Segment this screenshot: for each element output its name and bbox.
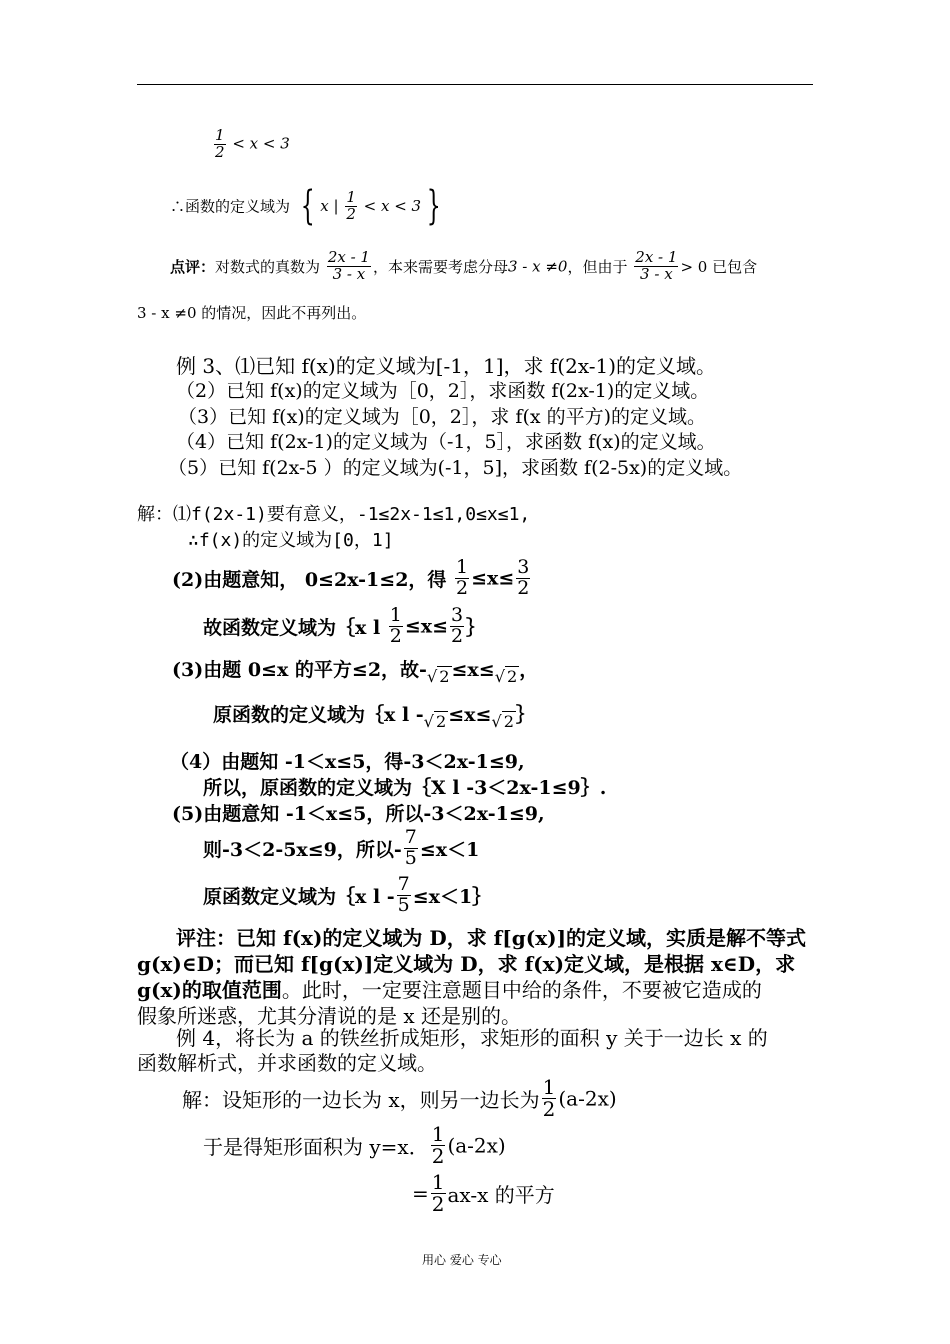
solution3-s5b (203, 828, 479, 869)
example4-s1 (182, 1077, 617, 1120)
left-brace: { (300, 183, 315, 229)
note-line1: 评注：已知 f(x)的定义域为 D，求 f[g(x)]的定义域，实质是解不等式 (176, 926, 807, 950)
s5r-text-a: 原函数定义域为｛x l - (203, 885, 395, 908)
frac-den: 3 - x (332, 264, 366, 283)
frac-num: 2x - 1 (327, 248, 370, 266)
frac-den: 2 (517, 576, 530, 599)
ineq-text: < x < 3 (363, 197, 422, 215)
frac-num: 1 (456, 556, 469, 578)
solution3-s4: （4）由题知 -1＜x≤5，得-3＜2x-1≤9, (170, 751, 525, 773)
header-rule (137, 84, 813, 85)
s2-text-b: ≤x≤ (471, 567, 515, 590)
sqrt-symbol: √ 2 (491, 712, 514, 731)
frac-den: 2 (451, 624, 464, 647)
sqrt-radicand: 2 (503, 712, 514, 731)
comment-text-d: ，但由于 (567, 257, 628, 276)
frac-num: 1 (542, 1075, 556, 1099)
frac-num: 7 (404, 826, 417, 848)
sqrt-radicand: 2 (435, 712, 447, 731)
frac-den: 2 (431, 1144, 445, 1168)
example3-q4: （4）已知 f(2x-1)的定义域为（-1，5］，求函数 f(x)的定义域。 (176, 431, 716, 453)
right-brace: } (426, 183, 441, 229)
s5b-text-a: 则-3＜2-5x≤9，所以- (203, 838, 402, 861)
frac-den: 2 (215, 142, 225, 161)
ineq-text: < x < 3 (232, 134, 290, 153)
solution3-s5-result (203, 875, 491, 916)
s2-text-a: 于是得矩形面积为 y=x． (203, 1135, 429, 1159)
comment-text-c: 3 - x ≠0 (507, 257, 568, 276)
s2r-text-b: ≤x≤ (404, 615, 449, 638)
comment-text-b: ，本来需要考虑分母 (372, 257, 508, 276)
s2r-text-c: ｝ (466, 616, 486, 639)
note-line4: 假象所迷惑，尤其分清说的是 x 还是别的。 (137, 1004, 521, 1028)
sqrt-radicand: 2 (439, 667, 450, 686)
comment-text-a: 对数式的真数为 (215, 257, 321, 276)
example3-q5: （5）已知 f(2x-5 ）的定义域为(-1，5]，求函数 f(2-5x)的定义域。 (168, 457, 743, 479)
s5b-text-b: ≤x＜1 (419, 838, 480, 861)
frac-den: 5 (397, 893, 410, 916)
s2-text-b: (a-2x) (447, 1133, 506, 1158)
solution3-s1: 解：⑴f(2x-1)要有意义，-1≤2x-1≤1,0≤x≤1, (137, 504, 531, 525)
frac-den: 2 (542, 1097, 556, 1121)
sqrt-symbol: √ 2 (423, 712, 447, 731)
s2-text-a: (2)由题意知， 0≤2x-1≤2，得 (172, 568, 454, 591)
s3-text-b: ≤x≤ (451, 659, 495, 681)
s3-text-a: = (412, 1181, 429, 1206)
frac-den: 3 - x (640, 264, 673, 283)
frac-num: 3 (451, 604, 464, 626)
frac-num: 1 (389, 604, 402, 626)
frac-num: 3 (517, 556, 530, 578)
page-footer: 用心 爱心 专心 (422, 1253, 502, 1267)
domain-prefix: ∴函数的定义域为 (170, 197, 291, 216)
frac-den: 5 (404, 846, 417, 869)
solution3-s2-result (203, 606, 485, 647)
s2r-text-a: 故函数定义域为｛x l (203, 616, 387, 639)
comment-label: 点评： (170, 257, 216, 276)
frac-den: 2 (346, 204, 356, 223)
s3r-text-c: ｝ (516, 704, 536, 726)
s5r-text-b: ≤x＜1｝ (412, 885, 492, 908)
s1-text-b: (a-2x) (558, 1086, 617, 1111)
s3r-text-a: 原函数的定义域为｛x l - (213, 704, 424, 726)
frac-num: 7 (397, 873, 410, 895)
sqrt-symbol: √ 2 (494, 667, 518, 686)
frac-num: 1 (346, 187, 356, 206)
example4-q1: 例 4，将长为 a 的铁丝折成矩形，求矩形的面积 y 关于一边长 x 的 (176, 1026, 768, 1050)
s1-text-a: 解：设矩形的一边长为 x，则另一边长为 (182, 1088, 540, 1112)
s3-text-b: ax-x 的平方 (447, 1183, 555, 1207)
note-line3-bold: g(x)的取值范围 (137, 978, 282, 1002)
example3-q3: （3）已知 f(x)的定义域为［0，2］，求 f(x 的平方)的定义域。 (178, 406, 707, 428)
note-line3-rest: 。此时，一定要注意题目中给的条件，不要被它造成的 (281, 978, 762, 1002)
frac-den: 2 (431, 1192, 445, 1216)
frac-num: 1 (431, 1170, 445, 1194)
comment-line2: 3 - x ≠0 的情况，因此不再列出。 (137, 304, 367, 322)
solution3-s4b: 所以，原函数的定义域为｛X l -3＜2x-1≤9｝. (203, 777, 607, 799)
s3-text-a: (3)由题 0≤x 的平方≤2，故- (172, 659, 427, 681)
top-line1 (212, 128, 290, 161)
example4-q2: 函数解析式，并求函数的定义域。 (137, 1051, 437, 1075)
frac-num: 1 (215, 126, 225, 144)
comment-text-e: > 0 已包含 (680, 257, 758, 276)
solution3-s2 (172, 558, 532, 599)
s3r-text-b: ≤x≤ (448, 704, 492, 726)
frac-den: 2 (456, 576, 469, 599)
example3-q1: 例 3、⑴已知 f(x)的定义域为[-1，1]，求 f(2x-1)的定义域。 (176, 354, 717, 378)
example4-s2 (203, 1124, 506, 1167)
sqrt-radicand: 2 (506, 667, 518, 686)
example4-s3 (412, 1172, 555, 1215)
note-line2: g(x)∈D；而已知 f[g(x)]定义域为 D，求 f(x)定义域，是根据 x∈D，求 (137, 952, 796, 976)
example3-q2: （2）已知 f(x)的定义域为［0，2］，求函数 f(2x-1)的定义域。 (176, 380, 710, 402)
note-line3 (137, 974, 762, 1003)
frac-num: 2x - 1 (635, 248, 678, 266)
frac-num: 1 (431, 1122, 445, 1146)
solution3-s1b: ∴f(x)的定义域为[0，1] (188, 530, 394, 551)
set-head: x | (320, 197, 339, 215)
solution3-s3 (172, 655, 538, 686)
solution3-s5: (5)由题意知 -1＜x≤5，所以-3＜2x-1≤9, (172, 803, 545, 825)
s3-text-c: ， (519, 659, 539, 681)
frac-den: 2 (389, 624, 402, 647)
sqrt-symbol: √ 2 (426, 667, 450, 686)
top-line2 (170, 183, 447, 229)
solution3-s3-result (213, 700, 535, 731)
comment-line1 (170, 250, 757, 283)
